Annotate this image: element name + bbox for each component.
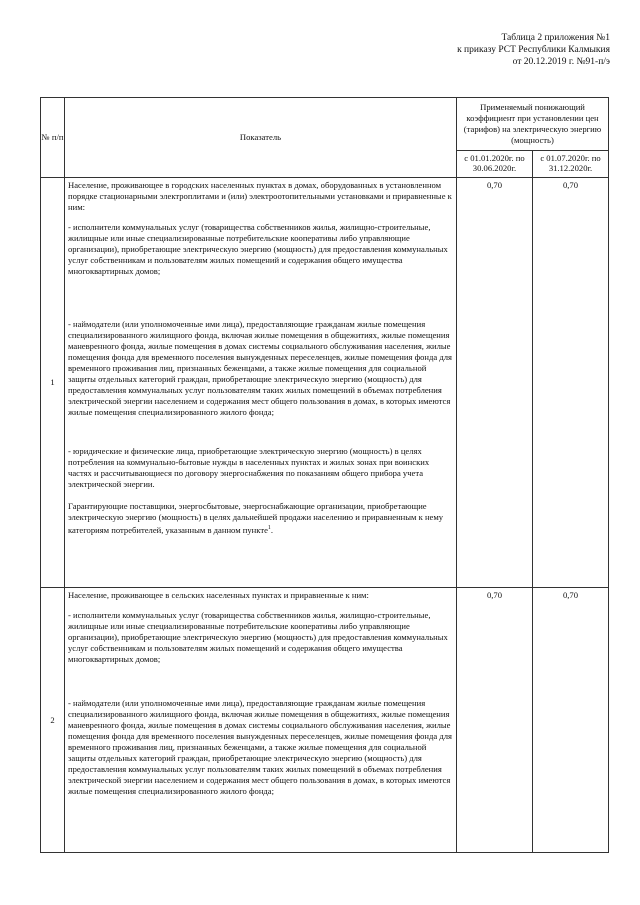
header-order-ref: к приказу РСТ Республики Калмыкия: [457, 45, 610, 55]
coefficient-value-period-1: 0,70: [457, 588, 533, 853]
column-header-period-1: с 01.01.2020г. по 30.06.2020г.: [457, 151, 533, 178]
column-header-coefficient: Применяемый понижающий коэффициент при установлении цен (тарифов) на электрическую энергию (мощность): [457, 98, 609, 151]
column-header-indicator: Показатель: [65, 98, 457, 178]
row-paragraph-text: Гарантирующие поставщики, энергосбытовые, энергоснабжающие организации, приобретающие электрическую энергию (мощность) в целях дальнейшей продажи населению и приравненным к нему категориям потребителей, указанным в данном пункте: [68, 501, 444, 535]
row-paragraph: Гарантирующие поставщики, энергосбытовые, энергоснабжающие организации, приобретающие электрическую энергию (мощность) в целях дальнейшей продажи населению и приравненным к нему категориям потребителей, указанным в данном пункте$^1$.: [68, 501, 444, 535]
row-number: 1: [41, 178, 65, 588]
header-order-date: от 20.12.2019 г. №91-п/э: [512, 57, 610, 67]
table-row: [41, 178, 609, 588]
row-number: 2: [41, 588, 65, 853]
row-paragraph: - исполнители коммунальных услуг (товарищества собственников жилья, жилищно-строительные, жилищные или иные специализированные потребительские кооперативы либо управляющие организации), приобретающие электрическую энергию (мощность) для предоставления коммунальных услуг собственникам и пользователям жилых помещений и содержания общего имущества многоквартирных домов;: [68, 610, 448, 664]
row-paragraph: Население, проживающее в сельских населенных пунктах и приравненные к ним:: [68, 590, 369, 600]
coefficient-value-period-2: 0,70: [533, 588, 609, 853]
row-indicator-text: [65, 178, 457, 588]
footnote-marker: 1: [267, 525, 271, 531]
coefficient-table: [40, 97, 609, 853]
document-header: [457, 32, 610, 68]
coefficient-value-period-2: 0,70: [533, 178, 609, 588]
row-paragraph: - наймодатели (или уполномоченные ими лица), предоставляющие гражданам жилые помещения специализированного жилищного фонда, включая жилые помещения в общежитиях, жилые помещения маневренного фонда, жилые помещения в домах системы социального обслуживания населения, жилые помещения фонда для временного поселения вынужденных переселенцев, жилые помещения фонда для временного проживания лиц, признанных беженцами, а также жилые помещения для социальной защиты отдельных категорий граждан, приобретающие электрическую энергию (мощность) для предоставления коммунальных услуг пользователям таких жилых помещений в объемах потребления электрической энергии населением и содержания мест общего пользования в домах, в которых имеются жилые помещения специализированного жилого фонда;: [68, 319, 452, 417]
row-paragraph: Население, проживающее в городских населенных пунктах в домах, оборудованных в установленном порядке стационарными электроплитами и (или) электроотопительными установками и приравненные к ним:: [68, 180, 452, 212]
header-table-ref: Таблица 2 приложения №1: [501, 33, 610, 43]
column-header-number: № п/п: [41, 98, 65, 178]
row-paragraph: - исполнители коммунальных услуг (товарищества собственников жилья, жилищно-строительные, жилищные или иные специализированные потребительские кооперативы либо управляющие организации), приобретающие электрическую энергию (мощность) для предоставления коммунальных услуг собственникам и пользователям жилых помещений и содержания общего имущества многоквартирных домов;: [68, 222, 448, 276]
row-indicator-text: [65, 588, 457, 853]
coefficient-value-period-1: 0,70: [457, 178, 533, 588]
row-paragraph: - наймодатели (или уполномоченные ими лица), предоставляющие гражданам жилые помещения специализированного жилищного фонда, включая жилые помещения в общежитиях, жилые помещения маневренного фонда, жилые помещения в домах системы социального обслуживания населения, жилые помещения фонда для временного поселения вынужденных переселенцев, жилые помещения фонда для временного проживания лиц, признанных беженцами, а также жилые помещения для социальной защиты отдельных категорий граждан, приобретающие электрическую энергию (мощность) для предоставления коммунальных услуг пользователям таких жилых помещений в объемах потребления электрической энергии населением и содержания мест общего пользования в домах, в которых имеются жилые помещения специализированного жилого фонда;: [68, 698, 452, 796]
row-paragraph: - юридические и физические лица, приобретающие электрическую энергию (мощность) в целях потребления на коммунально-бытовые нужды в населенных пунктах и жилых зонах при воинских частях и рассчитывающиеся по договору энергоснабжения по показаниям общего прибора учета электрической энергии.: [68, 446, 430, 489]
column-header-period-2: с 01.07.2020г. по 31.12.2020г.: [533, 151, 609, 178]
table-row: [41, 588, 609, 853]
